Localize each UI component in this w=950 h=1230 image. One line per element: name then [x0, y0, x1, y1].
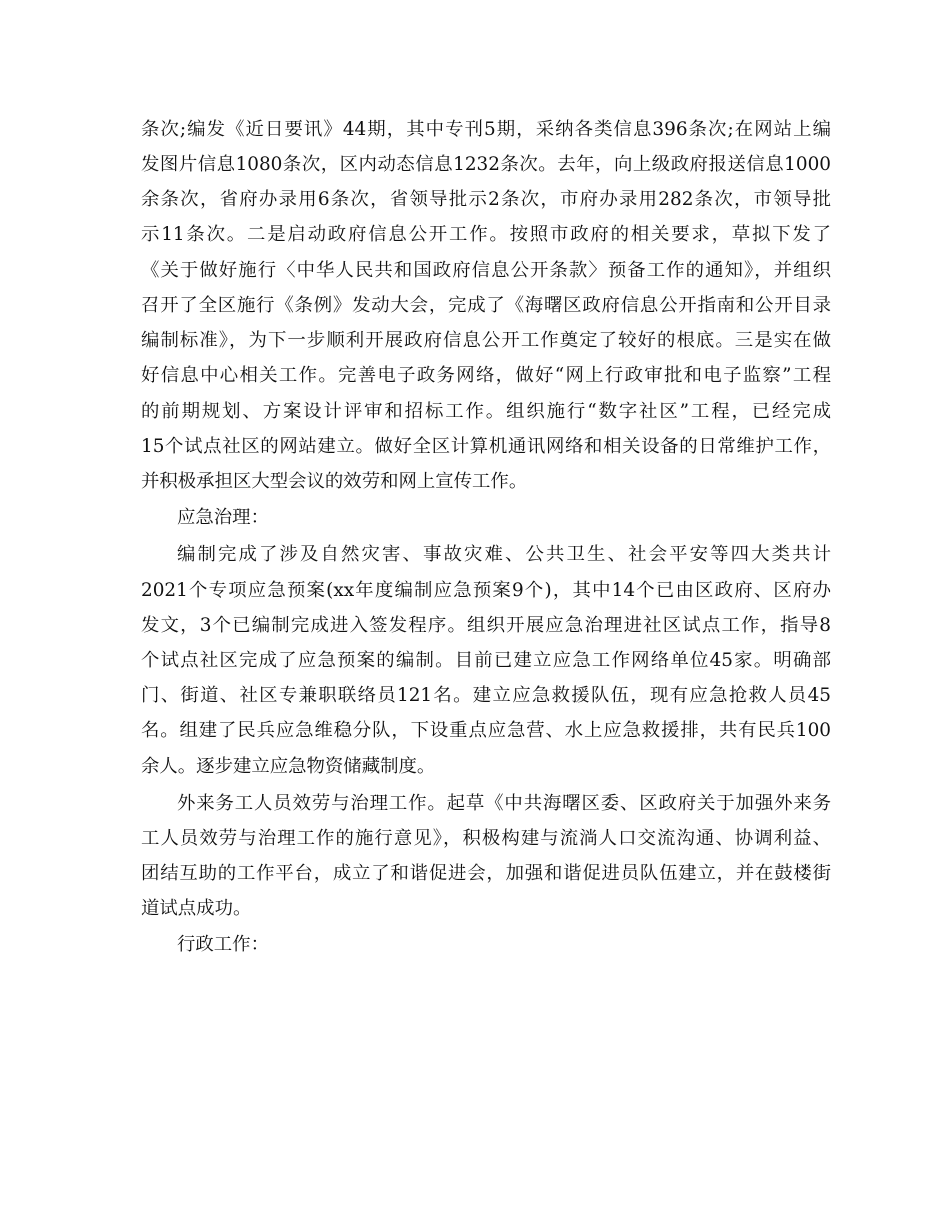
paragraph-line: 条次;编发《近日要讯》44期，其中专刊5期，采纳各类信息396条次;在网站上编: [141, 119, 831, 140]
paragraph-line: 编制完成了涉及自然灾害、事故灾难、公共卫生、社会平安等四大类共计: [177, 544, 831, 565]
paragraph-line: 团结互助的工作平台，成立了和谐促进会，加强和谐促进员队伍建立，并在鼓楼街: [141, 863, 831, 884]
paragraph-line: 召开了全区施行《条例》发动大会，完成了《海曙区政府信息公开指南和公开目录: [141, 295, 831, 316]
paragraph-line: 15个试点社区的网站建立。做好全区计算机通讯网络和相关设备的日常维护工作，: [141, 436, 831, 457]
paragraph-line: 的前期规划、方案设计评审和招标工作。组织施行“数字社区”工程，已经完成: [141, 401, 831, 422]
paragraph-line: 编制标准》，为下一步顺利开展政府信息公开工作奠定了较好的根底。三是实在做: [141, 330, 831, 351]
paragraph-line: 发图片信息1080条次，区内动态信息1232条次。去年，向上级政府报送信息1000: [141, 154, 831, 175]
paragraph-line: 示11条次。二是启动政府信息公开工作。按照市政府的相关要求，草拟下发了: [141, 224, 831, 245]
paragraph-line: 门、街道、社区专兼职联络员121名。建立应急救援队伍，现有应急抢救人员45: [141, 685, 831, 706]
paragraph-line: 工人员效劳与治理工作的施行意见》，积极构建与流淌人口交流沟通、协调利益、: [141, 828, 831, 849]
section-heading-administration: 行政工作：: [177, 934, 269, 955]
paragraph-line: 好信息中心相关工作。完善电子政务网络，做好“网上行政审批和电子监察”工程: [141, 365, 831, 386]
paragraph-line: 余人。逐步建立应急物资储藏制度。: [141, 756, 436, 777]
paragraph-line: 余条次，省府办录用6条次，省领导批示2条次，市府办录用282条次，市领导批: [141, 189, 831, 210]
paragraph-line: 并积极承担区大型会议的效劳和网上宣传工作。: [141, 471, 528, 492]
paragraph-line: 道试点成功。: [141, 898, 252, 919]
paragraph-line: 外来务工人员效劳与治理工作。起草《中共海曙区委、区政府关于加强外来务: [177, 793, 831, 814]
paragraph-line: 发文，3个已编制完成进入签发程序。组织开展应急治理进社区试点工作，指导8: [141, 615, 831, 636]
paragraph-line: 《关于做好施行〈中华人民共和国政府信息公开条款〉预备工作的通知》，并组织: [141, 260, 831, 281]
section-heading-emergency: 应急治理：: [177, 507, 269, 528]
paragraph-line: 2021个专项应急预案(xx年度编制应急预案9个)，其中14个已由区政府、区府办: [141, 580, 831, 601]
paragraph-line: 个试点社区完成了应急预案的编制。目前已建立应急工作网络单位45家。明确部: [141, 650, 831, 671]
paragraph-line: 名。组建了民兵应急维稳分队，下设重点应急营、水上应急救援排，共有民兵100: [141, 720, 831, 741]
